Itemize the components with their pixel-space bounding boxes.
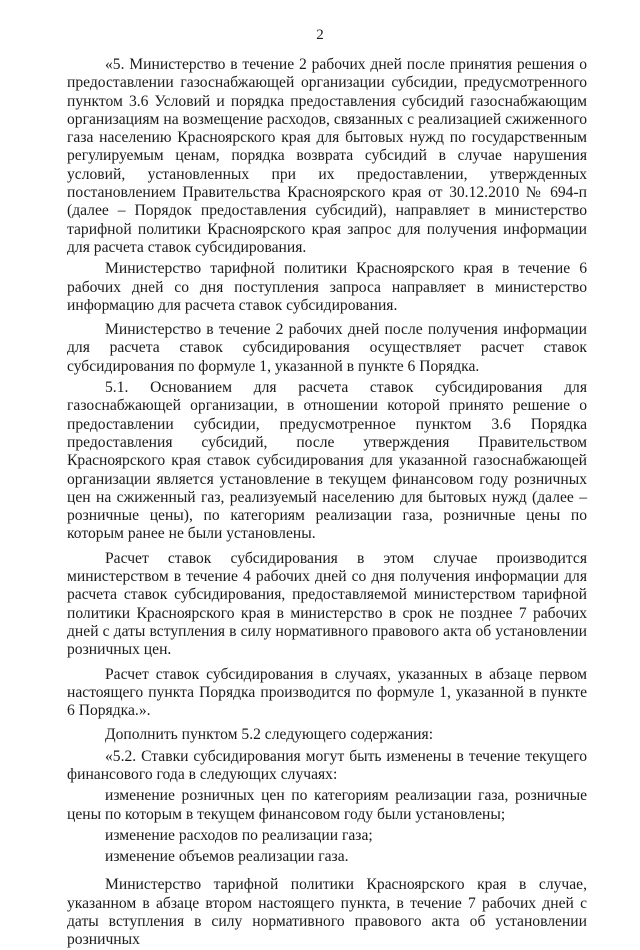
paragraph-5-2-case-prices: изменение розничных цен по категориям реализации газа, розничные цены по которым в текущем финансовом году были установлены; <box>67 787 587 823</box>
paragraph-5-2-intro: «5.2. Ставки субсидирования могут быть изменены в течение текущего финансового года в следующих случаях: <box>67 747 587 783</box>
paragraph-5-intro: «5. Министерство в течение 2 рабочих дней после принятия решения о предоставлении газоснабжающей организации субсидии, предусмотренного пунктом 3.6 Условий и порядка предоставления субсидий газоснабжающим организациям на возмещение расходов, связанных с реализацией сжиженного газа населению Красноярского края для бытовых нужд по государственным регулируемым ценам, порядка возврата субсидий в случае нарушения условий, установленных при их предоставлении, утвержденных постановлением Правительства Красноярского края от 30.12.2010 № 694-п (далее – Порядок предоставления субсидий), направляет в министерство тарифной политики Красноярского края запрос для получения информации для расчета ставок субсидирования. <box>67 56 587 256</box>
paragraph-tariff-ministry: Министерство тарифной политики Красноярского края в течение 6 рабочих дней со дня поступления запроса направляет в министерство информацию для расчета ставок субсидирования. <box>67 260 587 314</box>
paragraph-add-5-2: Дополнить пунктом 5.2 следующего содержания: <box>105 726 434 744</box>
page-number: 2 <box>316 27 324 43</box>
paragraph-5-1: 5.1. Основанием для расчета ставок субсидирования для газоснабжающей организации, в отношении которой принято решение о предоставлении субсидии, предусмотренное пунктом 3.6 Порядка предоставления субсидий, после утверждения Правительством Красноярского края ставок субсидирования для указанной газоснабжающей организации является установление в текущем финансовом году розничных цен на сжиженный газ, реализуемый населению для бытовых нужд (далее – розничные цены), по категориям реализации газа, розничные цены по которым ранее не были установлены. <box>67 379 587 543</box>
paragraph-5-1-formula: Расчет ставок субсидирования в случаях, указанных в абзаце первом настоящего пункта Порядка производится по формуле 1, указанной в пункте 6 Порядка.». <box>67 665 587 720</box>
paragraph-5-2-case-volumes: изменение объемов реализации газа. <box>105 848 349 866</box>
document-body <box>67 56 587 950</box>
paragraph-5-1-calculation: Расчет ставок субсидирования в этом случае производится министерством в течение 4 рабочих дней со дня получения информации для расчета ставок субсидирования, предоставляемой министерством тарифной политики Красноярского края в министерство в срок не позднее 7 рабочих дней с даты вступления в силу нормативного правового акта об установлении розничных цен. <box>67 549 587 659</box>
paragraph-5-2-case-expenses: изменение расходов по реализации газа; <box>105 826 373 844</box>
paragraph-calculation: Министерство в течение 2 рабочих дней после получения информации для расчета ставок субсидирования осуществляет расчет ставок субсидирования по формуле 1, указанной в пункте 6 Порядка. <box>67 321 587 375</box>
paragraph-5-2-tariff-ministry: Министерство тарифной политики Красноярского края в случае, указанном в абзаце втором настоящего пункта, в течение 7 рабочих дней с даты вступления в силу нормативного правового акта об установлении розничных <box>67 876 587 949</box>
